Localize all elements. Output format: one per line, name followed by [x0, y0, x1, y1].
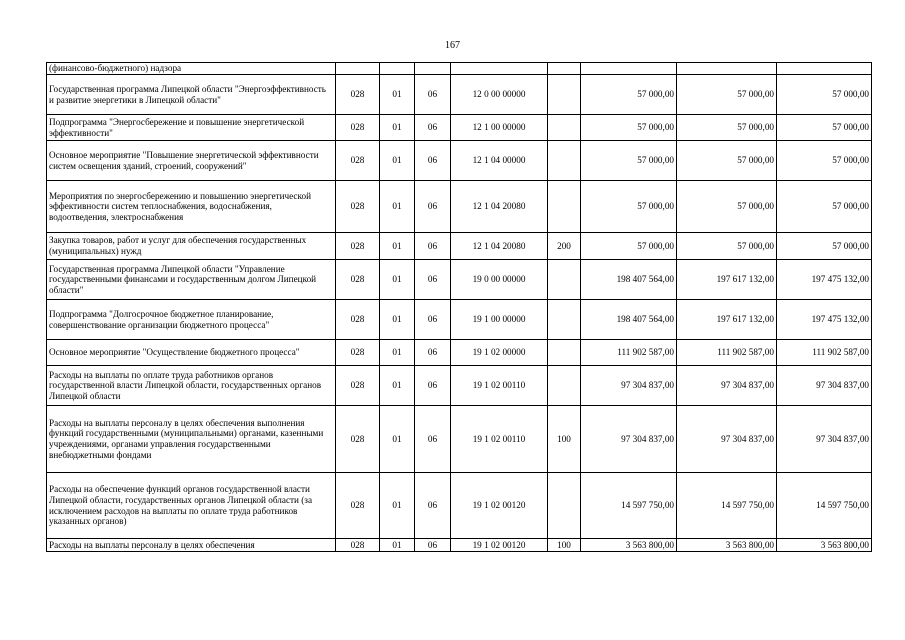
row-ministry-code: 028 [336, 141, 380, 181]
row-amount-3: 197 475 132,00 [777, 260, 872, 300]
row-amount-3: 14 597 750,00 [777, 473, 872, 539]
row-ministry-code: 028 [336, 260, 380, 300]
row-subsection-code: 06 [415, 406, 451, 473]
row-subsection-code: 06 [415, 366, 451, 406]
row-ministry-code: 028 [336, 233, 380, 260]
row-amount-3: 57 000,00 [777, 75, 872, 115]
row-name: Основное мероприятие "Повышение энергетической эффективности систем освещения зданий, строений, сооружений" [47, 141, 336, 181]
row-amount-1: 3 563 800,00 [581, 539, 677, 552]
table-body [47, 63, 872, 552]
row-target-article: 12 1 00 00000 [451, 115, 548, 141]
row-section-code: 01 [380, 141, 415, 181]
row-amount-2: 97 304 837,00 [677, 366, 777, 406]
row-ministry-code: 028 [336, 473, 380, 539]
table-row [47, 75, 872, 115]
row-section-code [380, 63, 415, 75]
row-amount-1: 111 902 587,00 [581, 340, 677, 366]
row-amount-2: 97 304 837,00 [677, 406, 777, 473]
row-ministry-code: 028 [336, 75, 380, 115]
row-ministry-code: 028 [336, 366, 380, 406]
table-row [47, 181, 872, 233]
row-target-article: 19 1 00 00000 [451, 300, 548, 340]
table-row [47, 115, 872, 141]
row-amount-2 [677, 63, 777, 75]
row-expense-type [548, 63, 581, 75]
row-expense-type [548, 181, 581, 233]
table-row [47, 260, 872, 300]
row-section-code: 01 [380, 75, 415, 115]
row-amount-2: 197 617 132,00 [677, 300, 777, 340]
row-amount-1: 14 597 750,00 [581, 473, 677, 539]
budget-table [46, 62, 872, 552]
row-name: Расходы на обеспечение функций органов государственной власти Липецкой области, государственных органов Липецкой области (за исключением расходов на выплаты по оплате труда работников указанных органов) [47, 473, 336, 539]
row-ministry-code: 028 [336, 539, 380, 552]
row-subsection-code: 06 [415, 300, 451, 340]
row-amount-2: 3 563 800,00 [677, 539, 777, 552]
row-amount-2: 57 000,00 [677, 115, 777, 141]
row-amount-2: 197 617 132,00 [677, 260, 777, 300]
row-amount-1: 97 304 837,00 [581, 366, 677, 406]
row-expense-type: 200 [548, 233, 581, 260]
row-expense-type [548, 473, 581, 539]
row-name: Расходы на выплаты по оплате труда работников органов государственной власти Липецкой области, государственных органов Липецкой области [47, 366, 336, 406]
row-name: Государственная программа Липецкой области "Энергоэффективность и развитие энергетики в Липецкой области" [47, 75, 336, 115]
row-amount-2: 57 000,00 [677, 233, 777, 260]
row-name: (финансово-бюджетного) надзора [47, 63, 336, 75]
table-row [47, 539, 872, 552]
table-row [47, 233, 872, 260]
row-amount-2: 14 597 750,00 [677, 473, 777, 539]
row-expense-type: 100 [548, 406, 581, 473]
row-target-article: 19 1 02 00120 [451, 539, 548, 552]
row-name: Расходы на выплаты персоналу в целях обеспечения выполнения функций государственными (муниципальными) органами, казенными учреждениями, органами управления государственными внебюджетными фондами [47, 406, 336, 473]
row-subsection-code: 06 [415, 141, 451, 181]
row-ministry-code: 028 [336, 300, 380, 340]
row-section-code: 01 [380, 300, 415, 340]
row-amount-1: 57 000,00 [581, 75, 677, 115]
row-name: Подпрограмма "Энергосбережение и повышение энергетической эффективности" [47, 115, 336, 141]
row-name: Основное мероприятие "Осуществление бюджетного процесса" [47, 340, 336, 366]
row-subsection-code: 06 [415, 233, 451, 260]
row-expense-type [548, 340, 581, 366]
row-amount-3 [777, 63, 872, 75]
row-amount-3: 97 304 837,00 [777, 406, 872, 473]
table-row [47, 340, 872, 366]
row-amount-3: 57 000,00 [777, 141, 872, 181]
row-amount-1: 198 407 564,00 [581, 260, 677, 300]
row-expense-type [548, 75, 581, 115]
row-section-code: 01 [380, 473, 415, 539]
row-target-article: 19 1 02 00110 [451, 366, 548, 406]
row-target-article: 19 1 02 00110 [451, 406, 548, 473]
row-target-article: 19 1 02 00120 [451, 473, 548, 539]
row-name: Подпрограмма "Долгосрочное бюджетное планирование, совершенствование организации бюджетного процесса" [47, 300, 336, 340]
row-amount-3: 57 000,00 [777, 233, 872, 260]
row-ministry-code: 028 [336, 115, 380, 141]
row-subsection-code: 06 [415, 181, 451, 233]
row-subsection-code: 06 [415, 260, 451, 300]
row-amount-3: 197 475 132,00 [777, 300, 872, 340]
row-subsection-code: 06 [415, 473, 451, 539]
row-amount-1: 57 000,00 [581, 233, 677, 260]
row-name: Мероприятия по энергосбережению и повышению энергетической эффективности систем теплоснабжения, водоснабжения, водоотведения, электроснабжения [47, 181, 336, 233]
row-expense-type: 100 [548, 539, 581, 552]
row-name: Расходы на выплаты персоналу в целях обеспечения [47, 539, 336, 552]
page-number: 167 [445, 40, 460, 51]
table-row [47, 63, 872, 75]
row-amount-1: 57 000,00 [581, 115, 677, 141]
row-name: Государственная программа Липецкой области "Управление государственными финансами и государственным долгом Липецкой области" [47, 260, 336, 300]
table-row [47, 300, 872, 340]
row-amount-2: 57 000,00 [677, 181, 777, 233]
row-amount-3: 57 000,00 [777, 181, 872, 233]
row-ministry-code: 028 [336, 340, 380, 366]
table-row [47, 406, 872, 473]
row-amount-2: 57 000,00 [677, 75, 777, 115]
table-row [47, 473, 872, 539]
row-section-code: 01 [380, 115, 415, 141]
row-subsection-code: 06 [415, 340, 451, 366]
row-subsection-code: 06 [415, 115, 451, 141]
row-expense-type [548, 300, 581, 340]
row-amount-1 [581, 63, 677, 75]
row-amount-3: 111 902 587,00 [777, 340, 872, 366]
row-section-code: 01 [380, 539, 415, 552]
row-section-code: 01 [380, 366, 415, 406]
row-expense-type [548, 366, 581, 406]
row-target-article: 19 1 02 00000 [451, 340, 548, 366]
row-subsection-code: 06 [415, 75, 451, 115]
row-section-code: 01 [380, 233, 415, 260]
row-ministry-code [336, 63, 380, 75]
row-amount-1: 97 304 837,00 [581, 406, 677, 473]
row-amount-3: 3 563 800,00 [777, 539, 872, 552]
row-amount-2: 57 000,00 [677, 141, 777, 181]
row-section-code: 01 [380, 340, 415, 366]
row-amount-1: 57 000,00 [581, 141, 677, 181]
row-expense-type [548, 141, 581, 181]
row-subsection-code: 06 [415, 539, 451, 552]
row-amount-3: 97 304 837,00 [777, 366, 872, 406]
row-amount-2: 111 902 587,00 [677, 340, 777, 366]
row-target-article [451, 63, 548, 75]
row-subsection-code [415, 63, 451, 75]
table-row [47, 141, 872, 181]
row-target-article: 12 1 04 00000 [451, 141, 548, 181]
table-row [47, 366, 872, 406]
row-target-article: 12 1 04 20080 [451, 181, 548, 233]
row-expense-type [548, 115, 581, 141]
row-section-code: 01 [380, 181, 415, 233]
row-amount-1: 57 000,00 [581, 181, 677, 233]
row-target-article: 12 1 04 20080 [451, 233, 548, 260]
row-ministry-code: 028 [336, 406, 380, 473]
row-target-article: 19 0 00 00000 [451, 260, 548, 300]
row-expense-type [548, 260, 581, 300]
row-section-code: 01 [380, 260, 415, 300]
row-target-article: 12 0 00 00000 [451, 75, 548, 115]
row-section-code: 01 [380, 406, 415, 473]
row-ministry-code: 028 [336, 181, 380, 233]
row-amount-3: 57 000,00 [777, 115, 872, 141]
row-name: Закупка товаров, работ и услуг для обеспечения государственных (муниципальных) нужд [47, 233, 336, 260]
row-amount-1: 198 407 564,00 [581, 300, 677, 340]
